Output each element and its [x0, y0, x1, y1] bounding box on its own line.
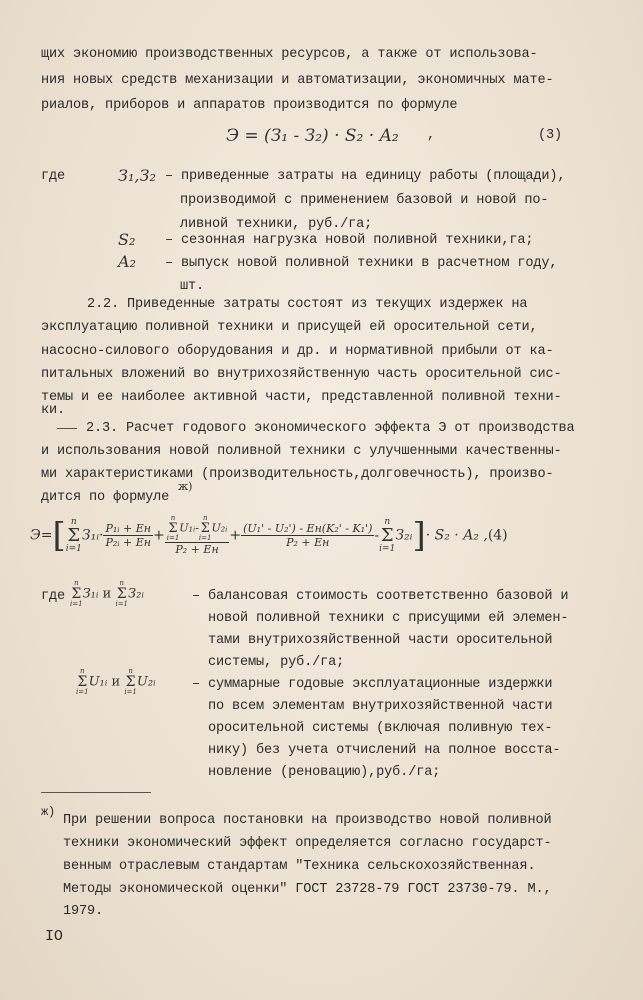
- definition-4-2-line-2: по всем элементам внутрихозяйственной части: [208, 699, 553, 714]
- dash-mark: [57, 428, 77, 429]
- definition-4-symbol-1: n Σ i=1З₁ᵢ и n Σ i=1З₂ᵢ: [70, 579, 144, 608]
- formula-3: Э = (З₁ - З₂) · S₂ · A₂: [226, 126, 399, 146]
- footnote-line-3: венным отраслевым стандартам "Техника сельскохозяйственная.: [63, 859, 536, 874]
- definition-4-1-line-1: – балансовая стоимость соответственно базовой и: [192, 589, 569, 604]
- definition-z-line-2: производимой с применением базовой и новой по-: [180, 193, 549, 208]
- para-2-3-line-3: ми характеристиками (производительность,долговечность), произво-: [41, 467, 554, 482]
- definition-4-2-line-4: нику) без учета отчислений на полное восста-: [208, 743, 561, 758]
- definitions-4-where: где: [41, 589, 66, 604]
- definition-symbol-s2: S₂: [118, 230, 136, 249]
- formula-4-frac-1: $\frac{\text{P₁ᵢ + Eн}}{\text{P₂ᵢ + Eн}}$: [105, 522, 151, 549]
- page-number: IO: [45, 928, 63, 945]
- footnote-mark: ж): [41, 805, 56, 819]
- formula-4: Э=[ n Σ i=1З₁ᵢ· $\frac{\text{P₁ᵢ + Eн}}{\text{P₂ᵢ + Eн}}$ + n Σ i=1U₁ᵢ-n Σ i=1U₂ᵢ P₂ + Eн + $\frac{\text{(U₁' - U₂') - Eн(K₂' - K₁')}}{\text{P₂ + Eн}}$ -n Σ i=1З₂ᵢ]· S₂ · A₂ ,(4): [30, 514, 508, 556]
- intro-line-2: ния новых средств механизации и автоматизации, экономичных мате-: [41, 73, 554, 88]
- formula-3-number: (3): [538, 128, 563, 143]
- definition-4-2-line-5: новление (реновацию),руб./га;: [208, 765, 441, 780]
- para-2-2-line-4: питальных вложений во внутрихозяйственную часть оросительной сис-: [41, 367, 562, 382]
- definition-s2-line-1: – сезонная нагрузка новой поливной техники,га;: [165, 233, 534, 248]
- formula-4-close-bracket: ]: [412, 515, 426, 556]
- formula-4-z1i: З₁ᵢ: [81, 527, 100, 544]
- definition-symbol-z1z2: З₁,З₂: [118, 166, 156, 185]
- footnote-line-1: При решении вопроса постановки на производство новой поливной: [63, 813, 552, 828]
- footnote-separator: [41, 792, 151, 793]
- formula-4-frac-3: $\frac{\text{(U₁' - U₂') - Eн(K₂' - K₁')}}{\text{P₂ + Eн}}$: [243, 522, 373, 549]
- para-2-3-line-1: 2.3. Расчет годового экономического эффекта Э от производства: [86, 421, 575, 436]
- para-2-2-line-2: эксплуатацию поливной техники и присущей ей оросительной сети,: [41, 320, 538, 335]
- definitions-3-where: где: [41, 169, 66, 184]
- formula-4-z2i: З₂ᵢ: [395, 527, 413, 544]
- formula-4-sum-1: n Σ i=1: [65, 516, 82, 554]
- intro-line-3: риалов, приборов и аппаратов производится по формуле: [41, 98, 458, 113]
- definition-a2-line-2: шт.: [180, 279, 205, 294]
- para-2-2-line-6: ки.: [41, 403, 66, 418]
- para-2-3-line-2: и использования новой поливной техники с улучшенными качественны-: [41, 444, 562, 459]
- definition-symbol-a2: A₂: [118, 252, 136, 271]
- definition-z-line-3: ливной техники, руб./га;: [180, 217, 373, 232]
- formula-4-tail: · S₂ · A₂ ,: [425, 527, 488, 544]
- definition-4-1-line-3: тами внутрихозяйственной части оросительной: [208, 633, 553, 648]
- definition-4-2-line-1: – суммарные годовые эксплуатационные издержки: [192, 677, 553, 692]
- para-2-3-line-4: дится по формуле: [41, 490, 170, 505]
- para-2-2-line-5: темы и ее наиболее активной части, представленной поливной техни-: [41, 390, 562, 405]
- footnote-line-4: Методы экономической оценки" ГОСТ 23728-79 ГОСТ 23730-79. М.,: [63, 882, 552, 897]
- definition-4-2-line-3: оросительной системы (включая поливную тех-: [208, 721, 553, 736]
- footnote-reference-mark: ж): [178, 480, 193, 493]
- formula-3-comma: ,: [427, 128, 436, 143]
- definition-z-line-1: – приведенные затраты на единицу работы (площади),: [165, 169, 566, 184]
- formula-4-number: (4): [487, 527, 508, 544]
- para-2-2-line-1: 2.2. Приведенные затраты состоят из текущих издержек на: [87, 297, 528, 312]
- formula-4-frac-2: n Σ i=1U₁ᵢ-n Σ i=1U₂ᵢ P₂ + Eн: [166, 514, 228, 556]
- definition-4-symbol-2: n Σ i=1U₁ᵢ и n Σ i=1U₂ᵢ: [76, 667, 156, 696]
- formula-4-lhs: Э=: [30, 527, 53, 544]
- definition-a2-line-1: – выпуск новой поливной техники в расчетном году,: [165, 256, 558, 271]
- formula-4-sum-2: n Σ i=1: [379, 516, 396, 554]
- definition-4-1-line-2: новой поливной техники с присущими ей элемен-: [208, 611, 569, 626]
- formula-4-open-bracket: [: [52, 515, 66, 556]
- footnote-line-2: техники экономический эффект определяется согласно государст-: [63, 836, 552, 851]
- intro-line-1: щих экономию производственных ресурсов, а также от использова-: [41, 47, 538, 62]
- para-2-2-line-3: насосно-силового оборудования и др. и нормативной прибыли от ка-: [41, 344, 554, 359]
- definition-4-1-line-4: системы, руб./га;: [208, 655, 345, 670]
- footnote-line-5: 1979.: [63, 904, 104, 919]
